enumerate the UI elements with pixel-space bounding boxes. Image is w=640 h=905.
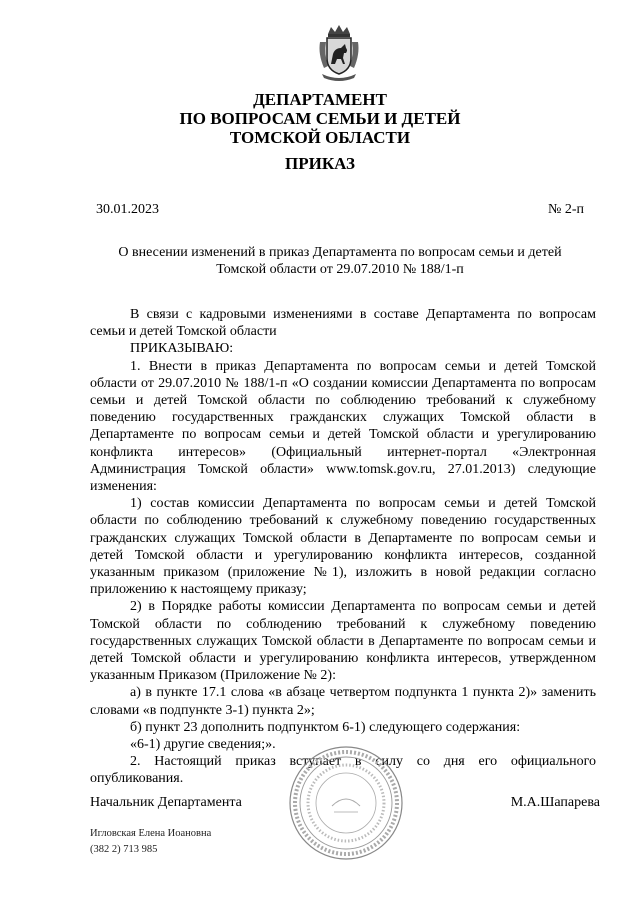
coat-of-arms-icon bbox=[316, 24, 362, 82]
signatory-position: Начальник Департамента bbox=[90, 795, 242, 810]
subitem-2-paragraph: 2) в Порядке работы комиссии Департамента по вопросам семьи и детей Томской области по соблюдению требований к служебному поведению государственных служащих Томской области в Департаменте по вопросам семьи и детей Томской области и урегулированию конфликта интересов, утвержденном указанным Приказом (Приложение № 2): bbox=[90, 599, 596, 684]
subitem-b-paragraph: б) пункт 23 дополнить подпунктом 6-1) следующего содержания: bbox=[130, 719, 521, 735]
subject-line-1: О внесении изменений в приказ Департамента по вопросам семьи и детей bbox=[118, 245, 562, 260]
subitem-1-paragraph: 1) состав комиссии Департамента по вопросам семьи и детей Томской области по соблюдению требований к служебному поведению государственных гражданских служащих Томской области в Департаменте по вопросам семьи и детей Томской области и урегулированию конфликта интересов, созданной указанным приказом (приложение №1), изложить в новой редакции согласно приложению к настоящему приказу; bbox=[90, 496, 596, 598]
executor-phone: (382 2) 713 985 bbox=[90, 844, 158, 855]
order-keyword: ПРИКАЗЫВАЮ: bbox=[130, 341, 234, 357]
subitem-6-1-paragraph: «6-1) другие сведения;». bbox=[130, 737, 276, 753]
official-seal-icon bbox=[287, 744, 405, 862]
document-type: ПРИКАЗ bbox=[285, 154, 355, 173]
header-line-2: ПО ВОПРОСАМ СЕМЬИ И ДЕТЕЙ bbox=[179, 109, 461, 128]
document-subject bbox=[70, 244, 610, 278]
subitem-a-paragraph: а) в пункте 17.1 слова «в абзаце четвертом подпункта 1 пункта 2)» заменить словами «в подпункте 3-1) пункта 2»; bbox=[90, 685, 596, 718]
signatory-name: М.А.Шапарева bbox=[510, 795, 600, 810]
document-date: 30.01.2023 bbox=[96, 202, 159, 217]
item-1-paragraph: 1. Внести в приказ Департамента по вопросам семьи и детей Томской области от 29.07.2010 № 188/1-п «О создании комиссии Департамента по вопросам семьи и детей Томской области по соблюдению требований к служебному поведению государственных гражданских служащих Томской области в Департаменте по вопросам семьи и детей Томской области и урегулированию конфликта интересов» (Официальный интернет-портал «Электронная Администрация Томской области» www.tomsk.gov.ru, 27.01.2013) следующие изменения: bbox=[90, 358, 596, 495]
document-body bbox=[90, 306, 596, 788]
subject-line-2: Томской области от 29.07.2010 № 188/1-п bbox=[216, 262, 464, 277]
executor-name: Игловская Елена Иоановна bbox=[90, 828, 212, 839]
executor-block bbox=[90, 826, 211, 858]
preamble-paragraph: В связи с кадровыми изменениями в составе Департамента по вопросам семьи и детей Томской области bbox=[90, 307, 596, 340]
header-line-1: ДЕПАРТАМЕНТ bbox=[253, 90, 387, 109]
item-2-paragraph: 2. Настоящий приказ вступает в силу со дня его официального опубликования. bbox=[90, 754, 596, 787]
header-line-3: ТОМСКОЙ ОБЛАСТИ bbox=[229, 128, 411, 147]
document-number: № 2-п bbox=[547, 202, 584, 217]
